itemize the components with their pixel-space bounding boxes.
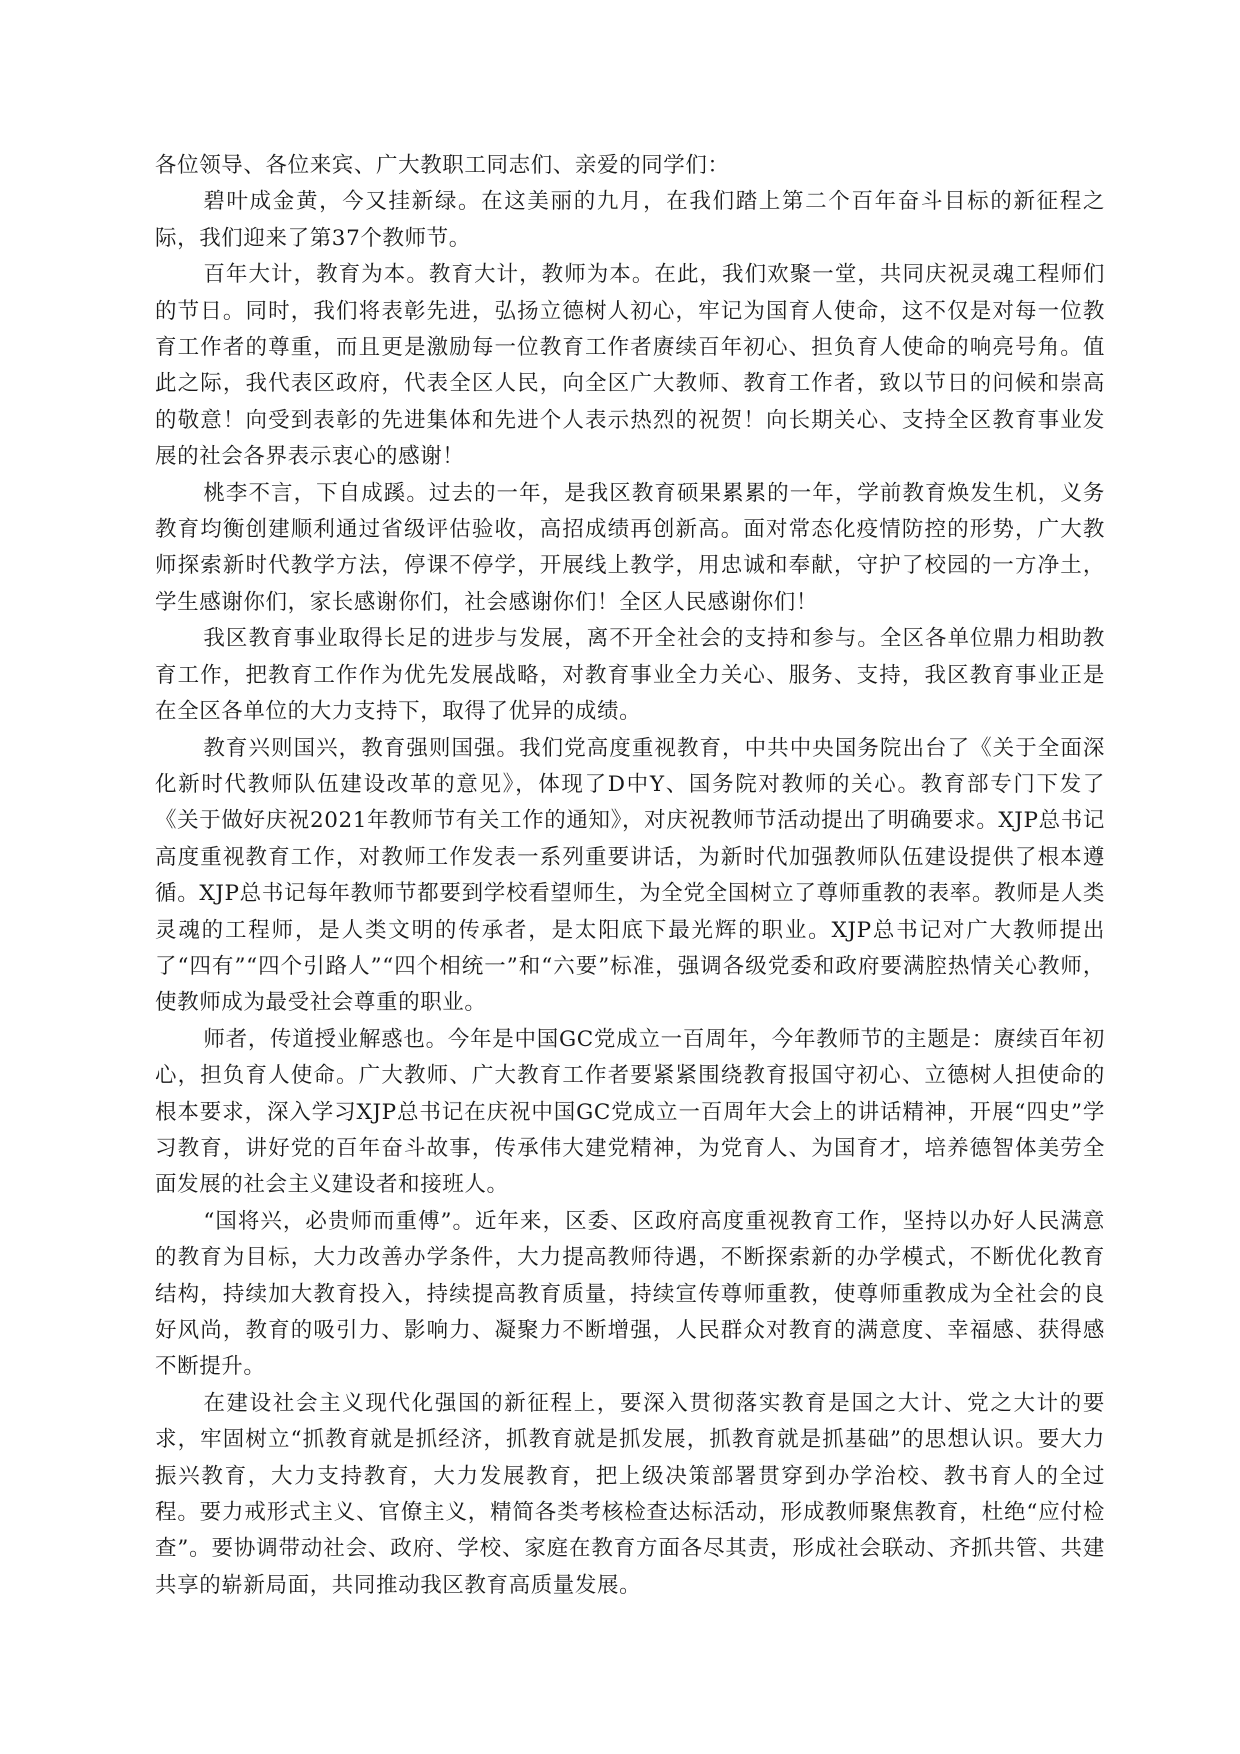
paragraph: 我区教育事业取得长足的进步与发展，离不开全社会的支持和参与。全区各单位鼎力相助教育工作，把教育工作作为优先发展战略，对教育事业全力关心、服务、支持，我区教育事业正是在全区各单位的大力支持下，取得了优异的成绩。: [155, 626, 1105, 725]
paragraph: 师者，传道授业解惑也。今年是中国GC党成立一百周年，今年教师节的主题是：赓续百年初心，担负育人使命。广大教师、广大教育工作者要紧紧围绕教育报国守初心、立德树人担使命的根本要求，深入学习XJP总书记在庆祝中国GC党成立一百周年大会上的讲话精神，开展“四史”学习教育，讲好党的百年奋斗故事，传承伟大建党精神，为党育人、为国育才，培养德智体美劳全面发展的社会主义建设者和接班人。: [155, 1026, 1105, 1198]
document-page: [155, 148, 1105, 1604]
paragraph: 桃李不言，下自成蹊。过去的一年，是我区教育硕果累累的一年，学前教育焕发生机，义务教育均衡创建顺利通过省级评估验收，高招成绩再创新高。面对常态化疫情防控的形势，广大教师探索新时代教学方法，停课不停学，开展线上教学，用忠诚和奉献，守护了校园的一方净土，学生感谢你们，家长感谢你们，社会感谢你们！全区人民感谢你们！: [155, 480, 1105, 615]
paragraph: 在建设社会主义现代化强国的新征程上，要深入贯彻落实教育是国之大计、党之大计的要求，牢固树立“抓教育就是抓经济，抓教育就是抓发展，抓教育就是抓基础”的思想认识。要大力振兴教育，大力支持教育，大力发展教育，把上级决策部署贯穿到办学治校、教书育人的全过程。要力戒形式主义、官僚主义，精简各类考核检查达标活动，形成教师聚焦教育，杜绝“应付检查”。要协调带动社会、政府、学校、家庭在教育方面各尽其责，形成社会联动、齐抓共管、共建共享的崭新局面，共同推动我区教育高质量发展。: [155, 1390, 1105, 1598]
paragraph: “国将兴，必贵师而重傅”。近年来，区委、区政府高度重视教育工作，坚持以办好人民满意的教育为目标，大力改善办学条件，大力提高教师待遇，不断探索新的办学模式，不断优化教育结构，持续加大教育投入，持续提高教育质量，持续宣传尊师重教，使尊师重教成为全社会的良好风尚，教育的吸引力、影响力、凝聚力不断增强，人民群众对教育的满意度、幸福感、获得感不断提升。: [155, 1208, 1105, 1380]
paragraph: 教育兴则国兴，教育强则国强。我们党高度重视教育，中共中央国务院出台了《关于全面深化新时代教师队伍建设改革的意见》，体现了D中Y、国务院对教师的关心。教育部专门下发了《关于做好庆祝2021年教师节有关工作的通知》，对庆祝教师节活动提出了明确要求。XJP总书记高度重视教育工作，对教师工作发表一系列重要讲话，为新时代加强教师队伍建设提供了根本遵循。XJP总书记每年教师节都要到学校看望师生，为全党全国树立了尊师重教的表率。教师是人类灵魂的工程师，是人类文明的传承者，是太阳底下最光辉的职业。XJP总书记对广大教师提出了“四有”“四个引路人”“四个相统一”和“六要”标准，强调各级党委和政府要满腔热情关心教师，使教师成为最受社会尊重的职业。: [155, 735, 1105, 1016]
paragraph: 百年大计，教育为本。教育大计，教师为本。在此，我们欢聚一堂，共同庆祝灵魂工程师们的节日。同时，我们将表彰先进，弘扬立德树人初心，牢记为国育人使命，这不仅是对每一位教育工作者的尊重，而且更是激励每一位教育工作者赓续百年初心、担负育人使命的响亮号角。值此之际，我代表区政府，代表全区人民，向全区广大教师、教育工作者，致以节日的问候和崇高的敬意！向受到表彰的先进集体和先进个人表示热烈的祝贺！向长期关心、支持全区教育事业发展的社会各界表示衷心的感谢！: [155, 262, 1105, 470]
salutation: 各位领导、各位来宾、广大教职工同志们、亲爱的同学们：: [155, 153, 730, 178]
paragraph: 碧叶成金黄，今又挂新绿。在这美丽的九月，在我们踏上第二个百年奋斗目标的新征程之际，我们迎来了第37个教师节。: [155, 189, 1105, 251]
